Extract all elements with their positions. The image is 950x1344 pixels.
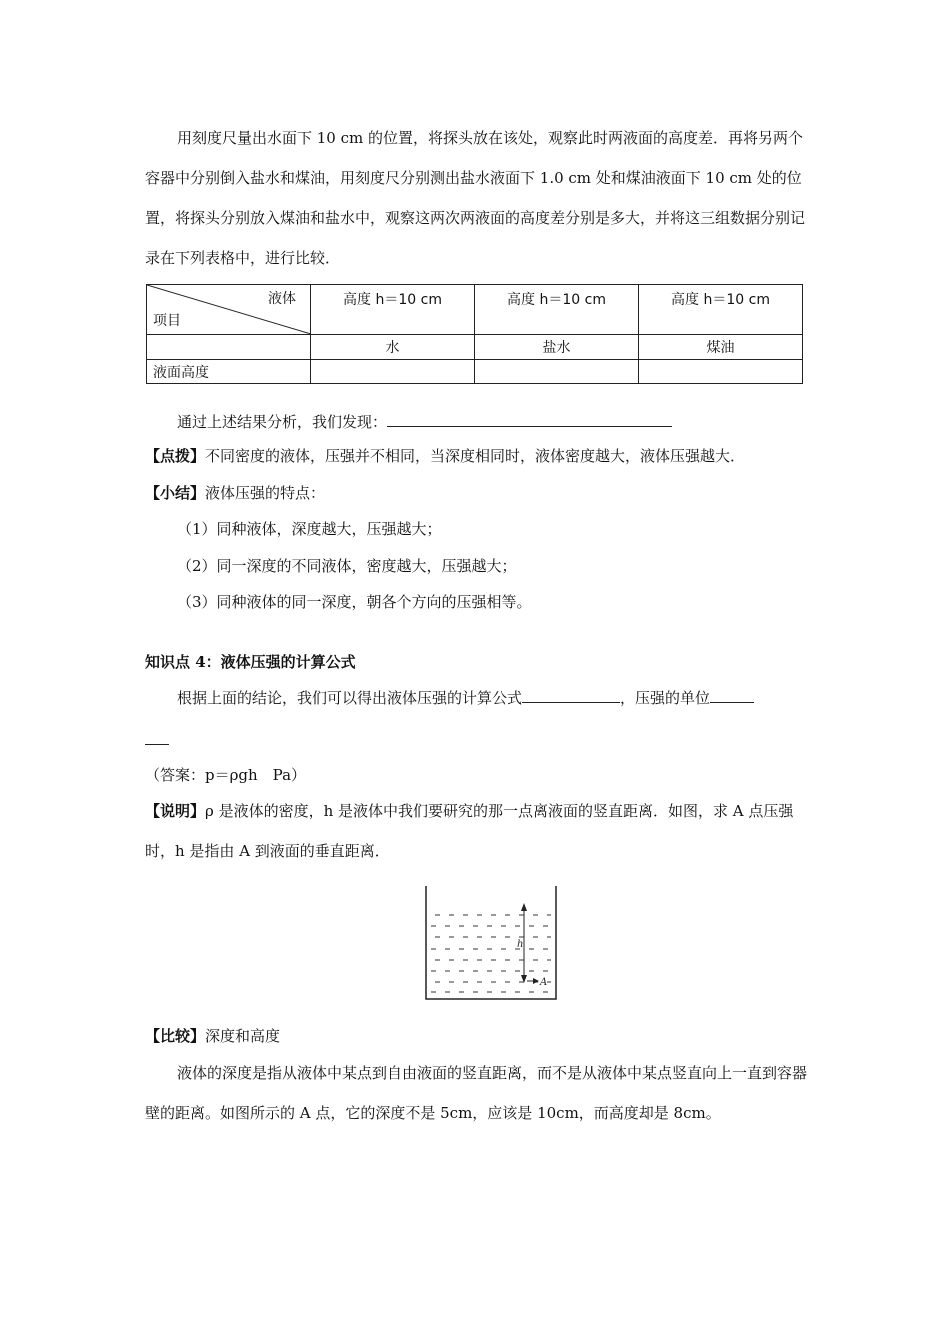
hint-label: 【点拨】 bbox=[145, 447, 206, 465]
liquid-header-kerosene: 煤油 bbox=[639, 335, 803, 360]
formula-prompt-line bbox=[177, 687, 754, 709]
experiment-table bbox=[146, 284, 803, 384]
corner-liquid-label: 液体 bbox=[268, 291, 296, 307]
finding-text: 通过上述结果分析，我们发现： bbox=[177, 413, 388, 431]
unit-blank-continued[interactable] bbox=[145, 730, 169, 745]
summary-item: （2）同一深度的不同液体，密度越大，压强越大； bbox=[177, 557, 517, 575]
height-header-3: 高度 h＝10 cm bbox=[639, 285, 803, 335]
finding-blank[interactable] bbox=[387, 412, 672, 427]
summary-line bbox=[145, 482, 325, 504]
table-corner-cell bbox=[147, 285, 311, 335]
liquid-header-salt-water: 盐水 bbox=[475, 335, 639, 360]
height-header-1: 高度 h＝10 cm bbox=[311, 285, 475, 335]
data-cell-kerosene[interactable] bbox=[639, 360, 803, 384]
finding-line bbox=[177, 411, 672, 433]
corner-item-label: 项目 bbox=[153, 313, 181, 329]
unit-prompt-text: ，压强的单位 bbox=[620, 689, 711, 707]
hint-line bbox=[145, 445, 745, 467]
explain-text: ρ 是液体的密度，h 是液体中我们要研究的那一点离液面的竖直距离．如图，求 A 点压强时，h 是指由 A 到液面的垂直距离． bbox=[145, 802, 794, 860]
container-diagram-svg bbox=[423, 880, 568, 1002]
compare-line bbox=[145, 1025, 280, 1047]
summary-label: 【小结】 bbox=[145, 484, 206, 502]
data-cell-salt-water[interactable] bbox=[475, 360, 639, 384]
summary-item: （3）同种液体的同一深度，朝各个方向的压强相等。 bbox=[177, 593, 532, 611]
intro-paragraph: 用刻度尺量出水面下 10 cm 的位置，将探头放在该处，观察此时两液面的高度差．再将另两个容器中分别倒入盐水和煤油，用刻度尺分别测出盐水液面下 1.0 cm 处和煤油液面下 10 cm 处的位置，将探头分别放入煤油和盐水中，观察这两次两液面的高度差分别是多大，并将这三组数据分别记录在下列表格中，进行比较． bbox=[145, 129, 806, 267]
empty-label-cell bbox=[147, 335, 311, 360]
formula-blank[interactable] bbox=[522, 688, 620, 703]
knowledge-point-4-title: 知识点 4：液体压强的计算公式 bbox=[145, 653, 356, 671]
answer-text: （答案：p＝ρgh Pa） bbox=[145, 766, 307, 784]
explain-paragraph bbox=[145, 791, 810, 871]
container-diagram bbox=[423, 880, 568, 1002]
data-cell-water[interactable] bbox=[311, 360, 475, 384]
point-a-label: A bbox=[540, 977, 548, 988]
formula-prompt-text: 根据上面的结论，我们可以得出液体压强的计算公式 bbox=[177, 689, 523, 707]
depth-h-label: h bbox=[517, 939, 524, 950]
row-label-liquid-height: 液面高度 bbox=[147, 360, 311, 384]
summary-text: 液体压强的特点： bbox=[205, 484, 326, 502]
compare-text: 深度和高度 bbox=[205, 1027, 281, 1045]
compare-label: 【比较】 bbox=[145, 1027, 206, 1045]
compare-paragraph: 液体的深度是指从液体中某点到自由液面的竖直距离，而不是从液体中某点竖直向上一直到容器壁的距离。如图所示的 A 点，它的深度不是 5cm，应该是 10cm，而高度却是 8cm。 bbox=[145, 1064, 808, 1122]
height-header-2: 高度 h＝10 cm bbox=[475, 285, 639, 335]
summary-item: （1）同种液体，深度越大，压强越大； bbox=[177, 520, 442, 538]
unit-blank[interactable] bbox=[710, 688, 754, 703]
liquid-header-water: 水 bbox=[311, 335, 475, 360]
hint-text: 不同密度的液体，压强并不相同，当深度相同时，液体密度越大，液体压强越大． bbox=[205, 447, 746, 465]
explain-label: 【说明】 bbox=[145, 802, 206, 820]
